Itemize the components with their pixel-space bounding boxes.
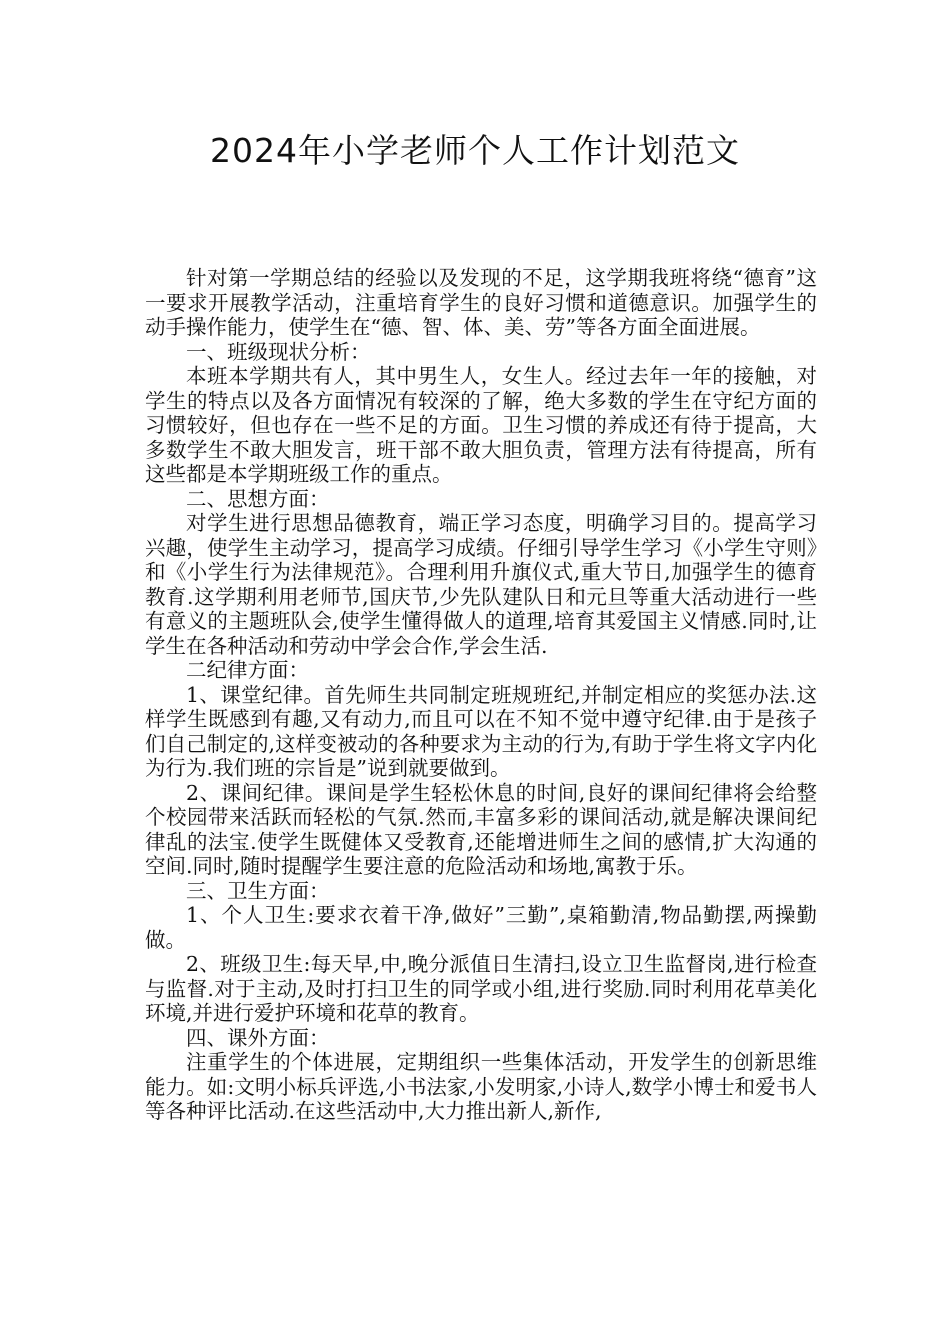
section-heading-extracurricular: 四、课外方面： [186,1025,330,1050]
document-body [145,266,817,1124]
paragraph-personal-hygiene: 1、个人卫生:要求衣着干净,做好”三勤”,桌箱勤清,物品勤摆,两操勤做。 [145,903,817,952]
paragraph-break-discipline: 2、课间纪律。课间是学生轻松休息的时间,良好的课间纪律将会给整个校园带来活跃而轻松的气氛.然而,丰富多彩的课间活动,就是解决课间纪律乱的法宝.使学生既健体又受教育,还能增进师生之间的感情,扩大沟通的空间.同时,随时提醒学生要注意的危险活动和场地,寓教于乐。 [145,780,817,878]
section-heading-discipline: 二纪律方面： [186,658,309,682]
paragraph-intro: 针对第一学期总结的经验以及发现的不足，这学期我班将绕“德育”这一要求开展教学活动，注重培育学生的良好习惯和道德意识。加强学生的动手操作能力，使学生在“德、智、体、美、劳”等各方面全面进展。 [145,266,817,339]
paragraph-class-status: 本班本学期共有人，其中男生人，女生人。经过去年一年的接触，对学生的特点以及各方面情况有较深的了解，绝大多数的学生在守纪方面的习惯较好，但也存在一些不足的方面。卫生习惯的养成还有待于提高，大多数学生不敢大胆发言，班干部不敢大胆负责，管理方法有待提高，所有这些都是本学期班级工作的重点。 [145,364,817,486]
paragraph-class-hygiene: 2、班级卫生:每天早,中,晚分派值日生清扫,设立卫生监督岗,进行检查与监督.对于主动,及时打扫卫生的同学或小组,进行奖励.同时利用花草美化环境,并进行爱护环境和花草的教育。 [145,952,817,1025]
section-heading-thought: 二、思想方面： [186,486,330,511]
section-heading-class-status: 一、班级现状分析： [186,339,371,364]
paragraph-thought: 对学生进行思想品德教育，端正学习态度，明确学习目的。提高学习兴趣，使学生主动学习，提高学习成绩。仔细引导学生学习《小学生守则》和《小学生行为法律规范》。合理利用升旗仪式,重大节日,加强学生的德育教育.这学期利用老师节,国庆节,少先队建队日和元旦等重大活动进行一些有意义的主题班队会,使学生懂得做人的道理,培育其爱国主义情感.同时,让学生在各种活动和劳动中学会合作,学会生活. [145,511,817,658]
section-heading-hygiene: 三、卫生方面： [186,878,330,903]
paragraph-extracurricular: 注重学生的个体进展，定期组织一些集体活动，开发学生的创新思维能力。如:文明小标兵评选,小书法家,小发明家,小诗人,数学小博士和爱书人等各种评比活动.在这些活动中,大力推出新人,新作, [145,1050,817,1123]
document-title: 2024年小学老师个人工作计划范文 [210,131,740,170]
paragraph-classroom-discipline: 1、课堂纪律。首先师生共同制定班规班纪,并制定相应的奖惩办法.这样学生既感到有趣,又有动力,而且可以在不知不觉中遵守纪律.由于是孩子们自己制定的,这样变被动的各种要求为主动的行为,有助于学生将文字内化为行为.我们班的宗旨是”说到就要做到。 [145,682,817,780]
